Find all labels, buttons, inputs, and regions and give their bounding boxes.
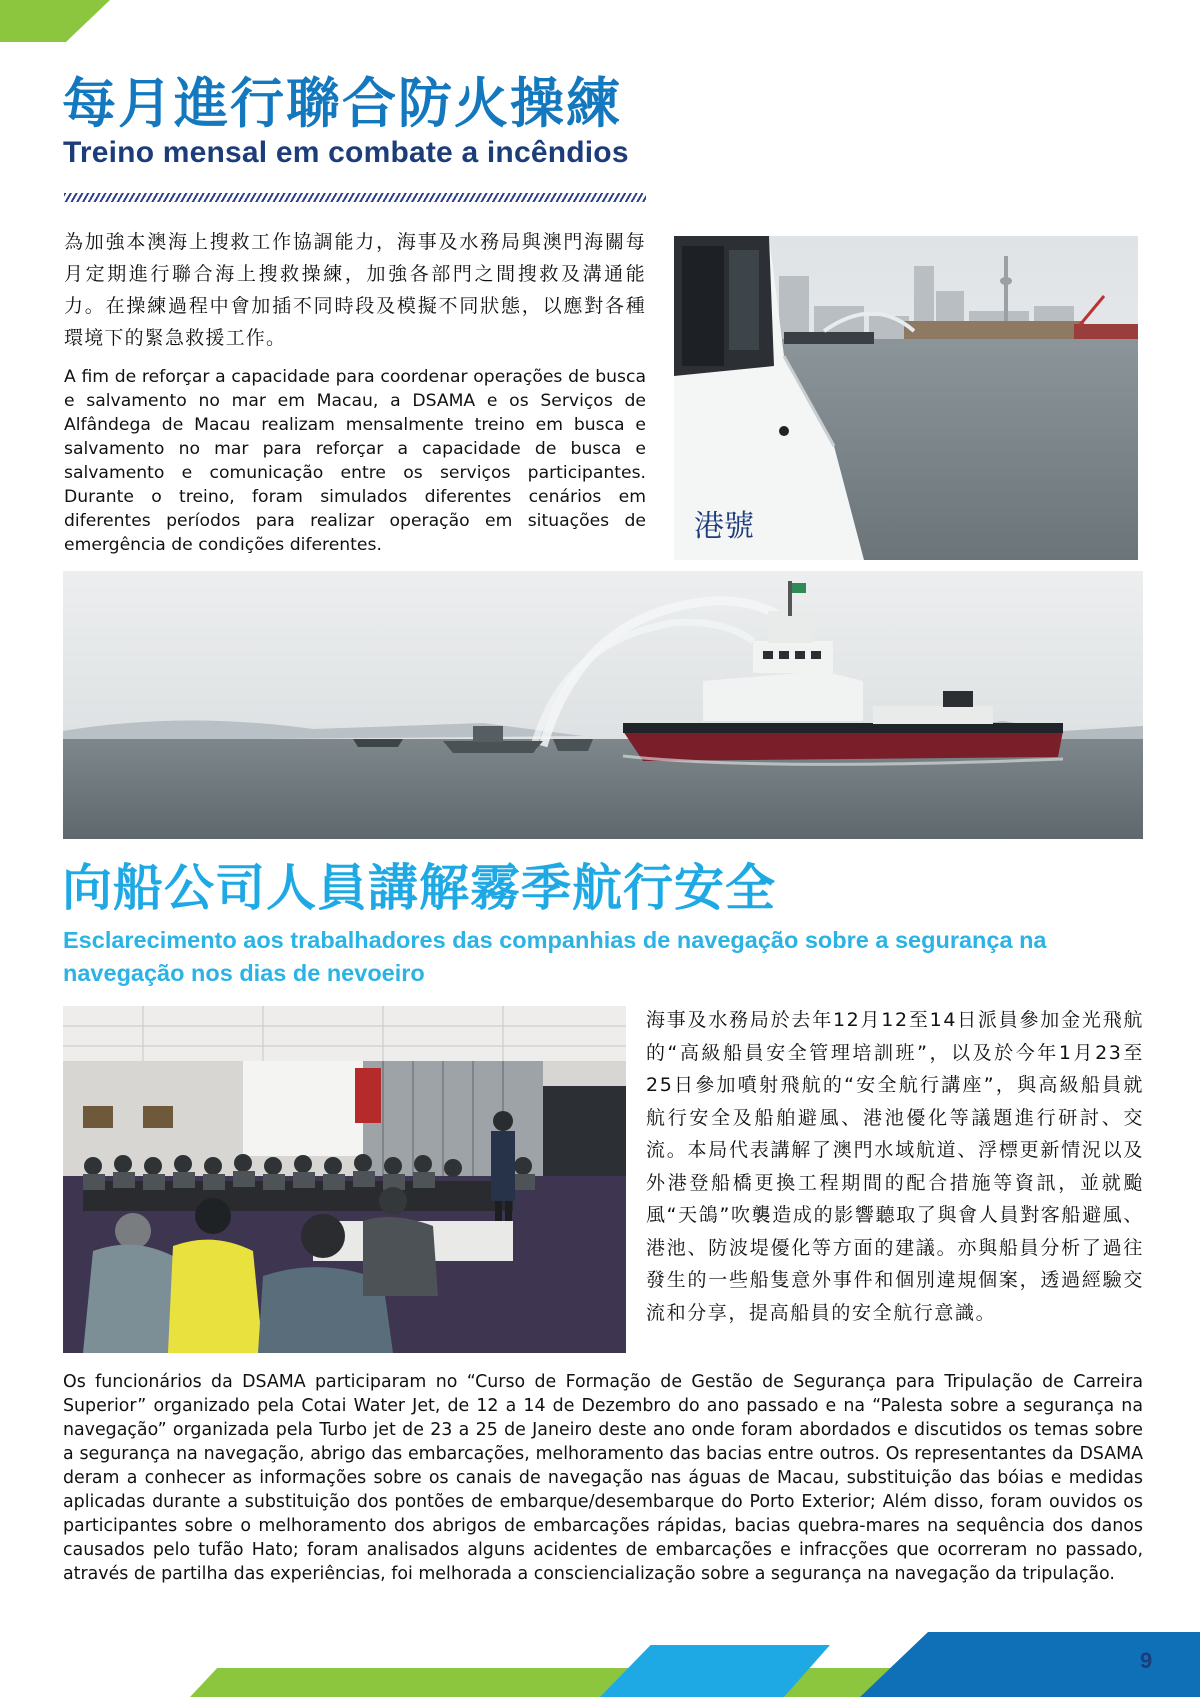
section2-title-pt: Esclarecimento aos trabalhadores das companhias de navegação sobre a segurança na navegação nos dias de nevoeiro [63, 927, 1047, 986]
section2-body-pt: Os funcionários da DSAMA participaram no “Curso de Formação de Gestão de Segurança para Tripulação de Carreira Superior” organizado pela Cotai Water Jet, de 12 a 14 de Dezembro do ano passado e na “Palesta sobre a segurança na navegação” organizada pela Turbo jet de 23 a 25 de Janeiro deste ano onde foram abordados e discutidos os temas sobre a segurança na navegação, abrigo das embarcações, melhoramento das bacias entre outros. Os representantes da DSAMA deram a conhecer as informações sobre os canais de navegação nas águas de Macau, substituição das bóias e medidas aplicadas durante a substituição dos pontões de embarque/desembarque do Porto Exterior; Além disso, foram ouvidos os participantes sobre o melhoramento dos abrigos de embarcações rápidas, bacias quebra-mares na sequência dos danos causados pelo tufão Hato; foram analisados alguns acidentes de embarcações e infracções que ocorreram no passado, através de partilha das experiências, foi melhorada a consciencialização sobre a segurança na navegação da tripulação. [63, 1372, 1143, 1584]
boat-hull-text: 港號 [694, 509, 754, 544]
section1-body-zh: 為加強本澳海上搜救工作協調能力，海事及水務局與澳門海關每月定期進行聯合海上搜救操練，加強各部門之間搜救及溝通能力。在操練過程中會加插不同時段及模擬不同狀態，以應對各種環境下的緊急救援工作。 [64, 231, 646, 349]
corner-decoration [0, 0, 110, 42]
photo-firefighting-vessels [63, 571, 1143, 839]
section2-body-zh: 海事及水務局於去年12月12至14日派員參加金光飛航的“高級船員安全管理培訓班”，以及於今年1月23至25日參加噴射飛航的“安全航行講座”，與高級船員就航行安全及船舶避風、港池優化等議題進行研討、交流。本局代表講解了澳門水域航道、浮標更新情況以及外港登船橋更換工程期間的配合措施等資訊，並就颱風“天鴿”吹襲造成的影響聽取了與會人員對客船避風、港池、防波堤優化等方面的建議。亦與船員分析了過往發生的一些船隻意外事件和個別違規個案，透過經驗交流和分享，提高船員的安全航行意識。 [646, 1009, 1144, 1324]
section1-body-pt: A fim de reforçar a capacidade para coordenar operações de busca e salvamento no mar em Macau, a DSAMA e os Serviços de Alfândega de Macau realizam mensalmente treino em busca e salvamento no mar para reforçar a capacidade de busca e salvamento e comunicação entre os serviços participantes. Durante o treino, foram simulados diferentes cenários em diferentes períodos para realizar operação em situações de emergência de condições diferentes. [64, 367, 646, 555]
section1-title-pt: Treino mensal em combate a incêndios [63, 136, 629, 169]
photo-patrol-boat [674, 236, 1138, 560]
hatched-divider [64, 193, 646, 202]
section1-title-zh: 每月進行聯合防火操練 [62, 72, 622, 135]
photo-seminar-room [63, 1006, 626, 1353]
section2-title-zh: 向船公司人員講解霧季航行安全 [62, 859, 776, 917]
page-number: 9 [1140, 1648, 1153, 1673]
